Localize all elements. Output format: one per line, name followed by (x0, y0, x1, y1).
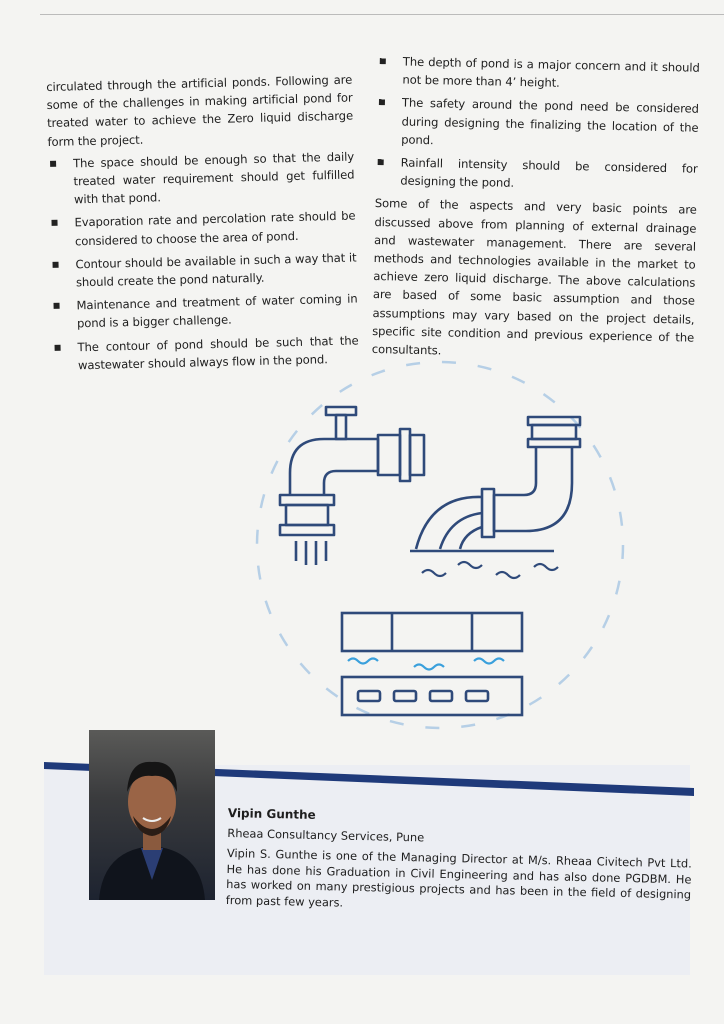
water-treatment-illustration (250, 355, 630, 735)
list-item: Rainfall intensity should be considered for designing the pond. (375, 153, 698, 196)
list-item: Maintenance and treatment of water coming in pond is a bigger challenge. (51, 290, 358, 334)
intro-paragraph: circulated through the artificial ponds. Following are some of the challenges in making artificial pond for treated water to achieve the Zero liquid discharge form the project. (46, 72, 354, 149)
bullet-icon (378, 159, 384, 165)
challenges-list-continued (375, 52, 700, 196)
bullet-icon (54, 303, 60, 309)
tap-icon (280, 407, 424, 565)
bullet-icon (50, 161, 56, 167)
author-description: Vipin S. Gunthe is one of the Managing Director at M/s. Rheaa Civitech Pvt Ltd. He has done his Graduation in Civil Engineering and has also done PGDBM. He has worked on many prestigious projects and has been in the field of designing from past few years. (225, 845, 692, 910)
challenges-list (48, 147, 359, 375)
bullet-icon (380, 58, 386, 64)
list-item: Contour should be available in such a way that it should create the pond naturally. (50, 248, 357, 292)
list-item: The space should be enough so that the daily treated water requirement should get fulfilled with that pond. (48, 147, 355, 209)
right-column (372, 52, 700, 369)
conclusion-paragraph: Some of the aspects and very basic points are discussed above from planning of external drainage and wastewater management. There are several methods and technologies available in the market to achieve zero liquid discharge. The above calculations are based of some basic assumption and those assumptions may vary based on the project details, specific site condition and previous experience of the consultants. (371, 196, 697, 358)
bullet-icon (379, 99, 385, 105)
author-name: Vipin Gunthe (227, 806, 316, 822)
bullet-icon (55, 344, 61, 350)
water-ripple-icon (348, 659, 504, 670)
bullet-icon (51, 220, 57, 226)
left-column (46, 71, 359, 380)
author-photo (89, 730, 215, 900)
list-item: The safety around the pond need be considered during designing the finalizing the location of the pond. (376, 93, 699, 154)
list-item: The contour of pond should be such that the wastewater should always flow in the pond. (52, 331, 359, 375)
bullet-icon (52, 262, 58, 268)
list-item: Evaporation rate and percolation rate should be considered to choose the area of pond. (49, 207, 356, 251)
tank-icon (342, 613, 522, 715)
waves-icon (422, 562, 558, 578)
outlet-pipe-icon (410, 417, 580, 551)
author-bio (226, 806, 693, 919)
author-organization: Rheaa Consultancy Services, Pune (227, 825, 425, 844)
page-top-rule (40, 14, 724, 15)
list-item: The depth of pond is a major concern and it should not be more than 4’ height. (377, 52, 700, 95)
